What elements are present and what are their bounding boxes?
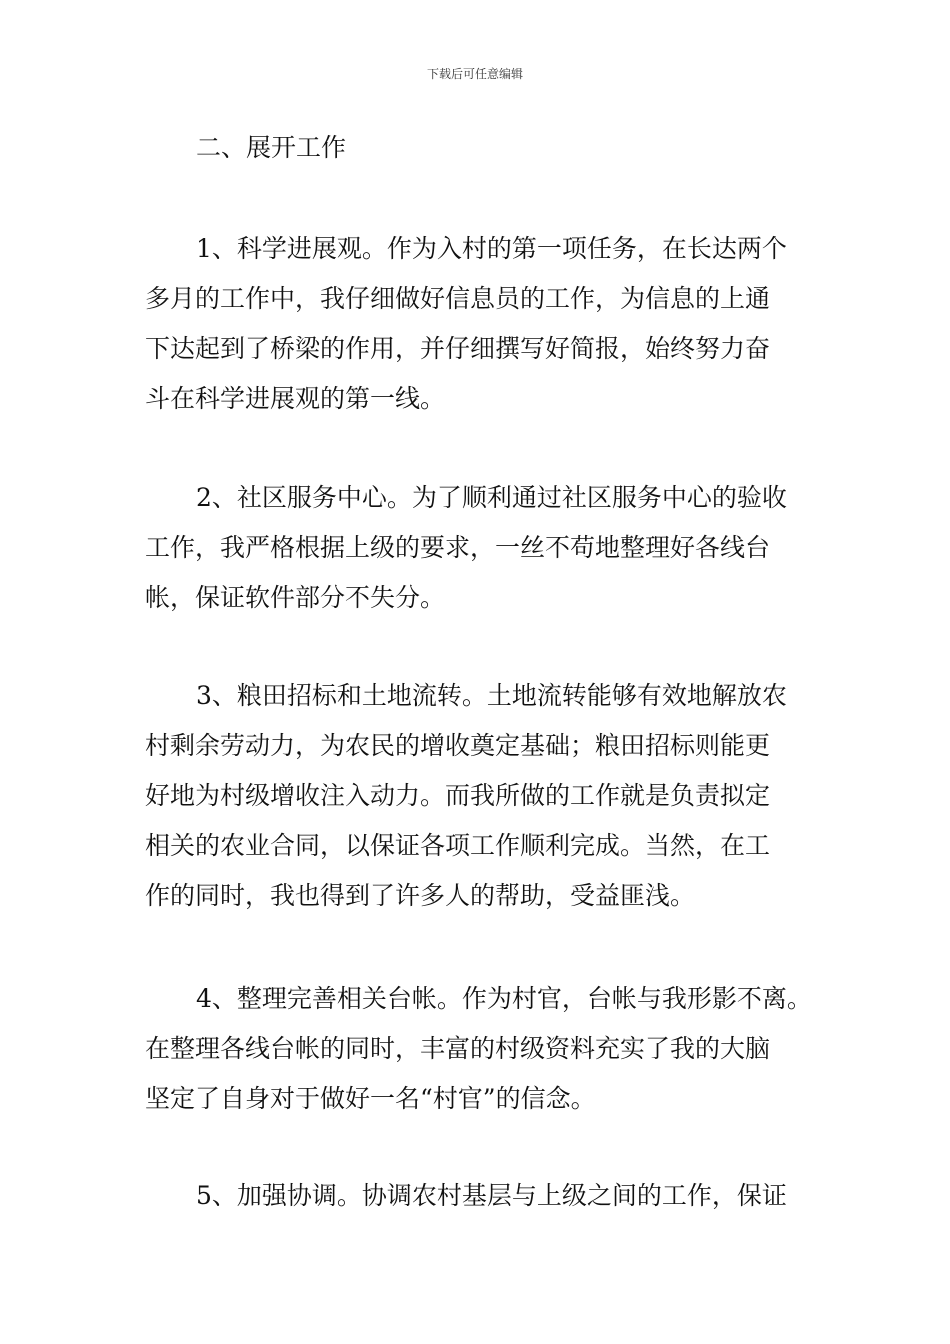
paragraph-line: 相关的农业合同，以保证各项工作顺利完成。当然，在工 [145, 831, 771, 860]
paragraph-line: 坚定了自身对于做好一名“村官”的信念。 [145, 1084, 596, 1113]
paragraph-3 [145, 671, 835, 971]
paragraph-line: 村剩余劳动力，为农民的增收奠定基础；粮田招标则能更 [145, 731, 771, 760]
paragraph-line: 5、加强协调。协调农村基层与上级之间的工作，保证 [196, 1181, 787, 1210]
paragraph-2 [145, 473, 835, 623]
paragraph-line: 在整理各线台帐的同时，丰富的村级资料充实了我的大脑 [145, 1034, 771, 1063]
paragraph-line: 斗在科学进展观的第一线。 [145, 384, 446, 413]
paragraph-line [145, 921, 835, 971]
paragraph-line: 1、科学进展观。作为入村的第一项任务，在长达两个 [196, 234, 787, 263]
paragraph-4 [145, 974, 835, 1124]
paragraph-5 [145, 1171, 835, 1221]
paragraph-line: 3、粮田招标和土地流转。土地流转能够有效地解放农 [196, 681, 787, 710]
paragraph-line: 帐，保证软件部分不失分。 [145, 583, 446, 612]
paragraph-line: 好地为村级增收注入动力。而我所做的工作就是负责拟定 [145, 781, 771, 810]
paragraph-line: 4、整理完善相关台帐。作为村官，台帐与我形影不离。 [196, 984, 812, 1013]
section-heading: 二、展开工作 [196, 133, 347, 162]
paragraph-line: 工作，我严格根据上级的要求，一丝不苟地整理好各线台 [145, 533, 771, 562]
paragraph-line: 下达起到了桥梁的作用，并仔细撰写好简报，始终努力奋 [145, 334, 771, 363]
paragraph-line: 作的同时，我也得到了许多人的帮助，受益匪浅。 [145, 881, 696, 910]
paragraph-line: 多月的工作中，我仔细做好信息员的工作，为信息的上通 [145, 284, 771, 313]
paragraph-1 [145, 224, 835, 424]
page-header-note: 下载后可任意编辑 [426, 67, 523, 81]
paragraph-line: 2、社区服务中心。为了顺利通过社区服务中心的验收 [196, 483, 787, 512]
